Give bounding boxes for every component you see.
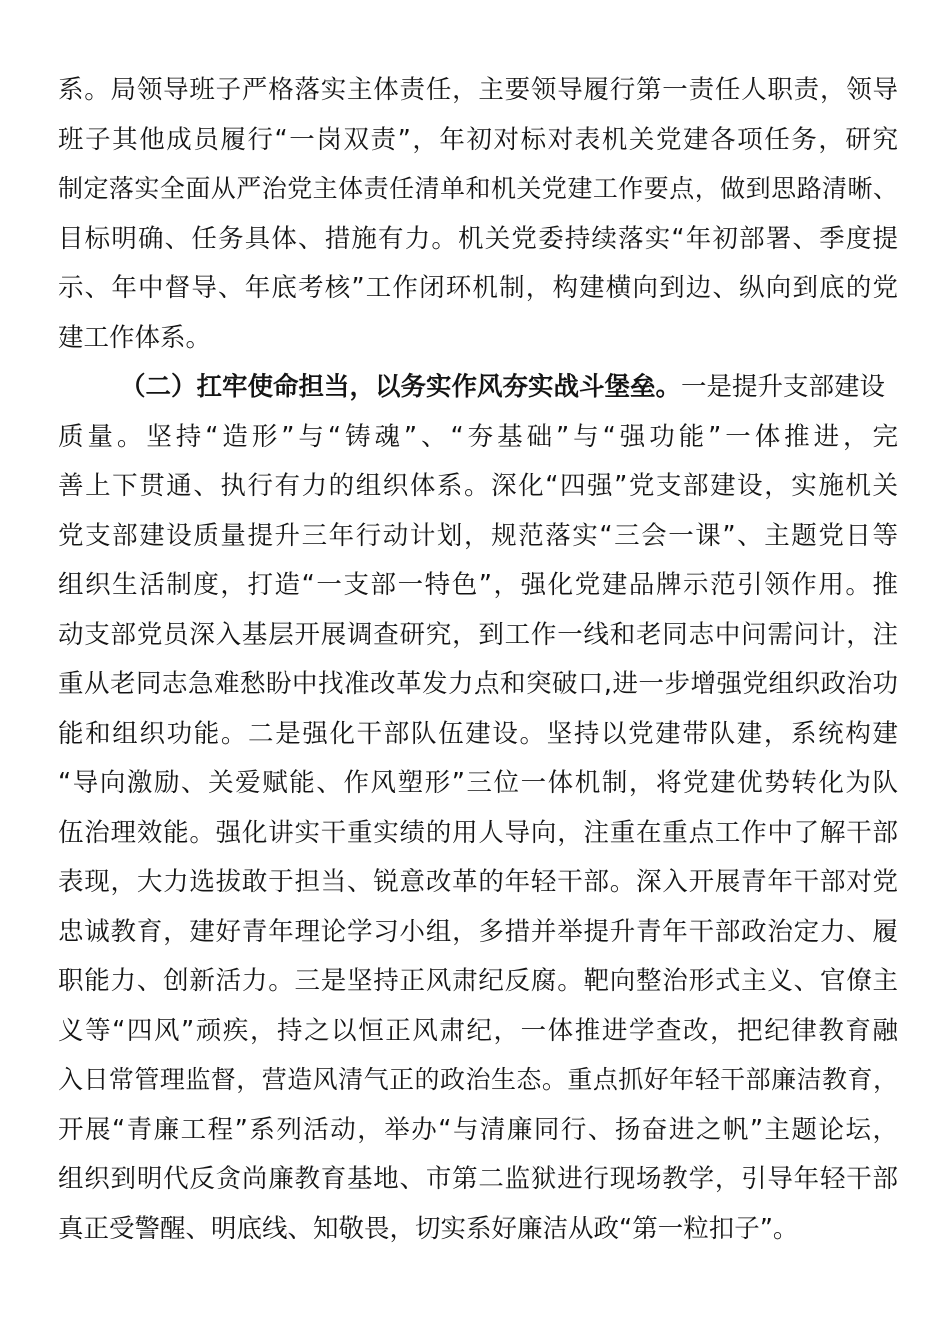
paragraph-line: 职能力、创新活力。三是坚持正风肃纪反腐。靶向整治形式主义、官僚主: [58, 966, 898, 996]
paragraph-line: 真正受警醒、明底线、知敬畏，切实系好廉洁从政“第一粒扣子”。: [58, 1214, 799, 1244]
paragraph-line: 系。局领导班子严格落实主体责任，主要领导履行第一责任人职责，领导: [58, 75, 898, 105]
section-heading-line: [120, 367, 898, 407]
paragraph-line: 目标明确、任务具体、措施有力。机关党委持续落实“年初部署、季度提: [58, 224, 898, 254]
paragraph-line: 伍治理效能。强化讲实干重实绩的用人导向，注重在重点工作中了解干部: [58, 818, 898, 848]
paragraph-line: 制定落实全面从严治党主体责任清单和机关党建工作要点，做到思路清晰、: [58, 174, 898, 203]
section-heading: （二）扛牢使命担当，以务实作风夯实战斗堡垒。: [120, 372, 682, 402]
paragraph-line: 开展“青廉工程”系列活动，举办“与清廉同行、扬奋进之帆”主题论坛，: [58, 1115, 898, 1145]
paragraph-line: 重从老同志急难愁盼中找准改革发力点和突破口,进一步增强党组织政治功: [58, 669, 898, 699]
paragraph-line: 班子其他成员履行“一岗双责”，年初对标对表机关党建各项任务，研究: [58, 125, 898, 155]
paragraph-line: 示、年中督导、年底考核”工作闭环机制，构建横向到边、纵向到底的党: [58, 273, 898, 303]
paragraph-line: 党支部建设质量提升三年行动计划，规范落实“三会一课”、主题党日等: [58, 521, 898, 551]
paragraph-line: 入日常管理监督，营造风清气正的政治生态。重点抓好年轻干部廉洁教育，: [58, 1065, 898, 1094]
paragraph-line: 动支部党员深入基层开展调查研究，到工作一线和老同志中问需问计，注: [58, 620, 898, 650]
paragraph-line: 忠诚教育，建好青年理论学习小组，多措并举提升青年干部政治定力、履: [58, 917, 898, 947]
paragraph-line: 组织到明代反贪尚廉教育基地、市第二监狱进行现场教学，引导年轻干部: [58, 1164, 898, 1194]
paragraph-line: 义等“四风”顽疾，持之以恒正风肃纪，一体推进学查改，把纪律教育融: [58, 1016, 898, 1046]
paragraph-line: 建工作体系。: [58, 323, 212, 353]
paragraph-line: 善上下贯通、执行有力的组织体系。深化“四强”党支部建设，实施机关: [58, 471, 898, 501]
paragraph-line: 组织生活制度，打造“一支部一特色”，强化党建品牌示范引领作用。推: [58, 570, 898, 600]
paragraph-line: 能和组织功能。二是强化干部队伍建设。坚持以党建带队建，系统构建: [58, 719, 898, 749]
paragraph-line: 质量。坚持“造形”与“铸魂”、“夯基础”与“强功能”一体推进，完: [58, 422, 898, 452]
section-heading-continuation: 一是提升支部建设: [681, 372, 886, 402]
paragraph-line: 表现，大力选拔敢于担当、锐意改革的年轻干部。深入开展青年干部对党: [58, 867, 898, 897]
paragraph-line: “导向激励、关爱赋能、作风塑形”三位一体机制，将党建优势转化为队: [58, 768, 898, 798]
